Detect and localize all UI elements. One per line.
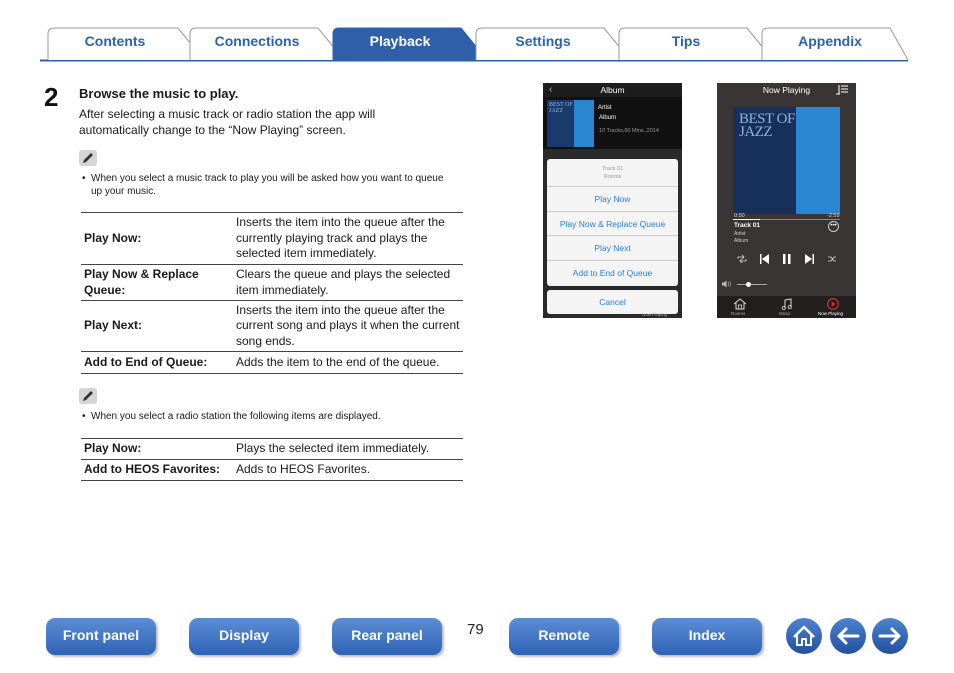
track-artist: Artist <box>734 231 746 237</box>
more-options-icon[interactable]: ••• <box>828 221 839 232</box>
track-album: Album <box>734 238 749 244</box>
album-cover <box>547 100 594 147</box>
option-value: Inserts the item into the queue after the currently playing track and plays the selected item immediately. <box>233 213 463 265</box>
nav-music-label: Music <box>779 311 791 316</box>
option-key: Add to End of Queue: <box>81 352 233 374</box>
step-description: After selecting a music track or radio station the app will automatically change to the “Now Playing” screen. <box>79 107 376 137</box>
option-key: Play Now & Replace Queue: <box>81 265 233 301</box>
artist-name: Artist <box>598 105 612 111</box>
page-number: 79 <box>467 621 484 638</box>
note-text: When you select a music track to play you will be asked how you want to queue up your music. <box>91 173 444 197</box>
volume-knob[interactable] <box>746 282 751 287</box>
phone-header <box>543 83 682 97</box>
now-playing-icon[interactable] <box>827 298 839 310</box>
now-playing-label: Now Playing <box>642 312 668 317</box>
cancel-button[interactable]: Cancel <box>547 290 678 314</box>
option-key: Play Now: <box>81 439 233 460</box>
step-number: 2 <box>44 82 59 112</box>
tab-appendix[interactable]: Appendix <box>798 33 862 49</box>
nav-now-playing-label: Now Playing <box>818 311 844 316</box>
option-value: Clears the queue and plays the selected item immediately. <box>233 265 463 301</box>
arrow-left-icon <box>830 618 866 654</box>
back-icon[interactable]: ‹ <box>549 84 553 95</box>
table-row <box>81 352 463 374</box>
note-text: When you select a radio station the following items are displayed. <box>91 411 381 422</box>
phone-album-screenshot <box>543 83 682 318</box>
note-bullet: • When you select a music track to play you will be asked how you want to queue up your music. <box>82 172 452 198</box>
repeat-icon[interactable] <box>738 255 746 263</box>
home-icon <box>786 618 822 654</box>
playback-controls <box>737 253 837 265</box>
back-button[interactable] <box>830 618 866 654</box>
option-key: Play Next: <box>81 301 233 352</box>
now-playing-cover <box>733 107 840 214</box>
display-button[interactable]: Display <box>189 618 299 655</box>
sheet-header: Track 01 Rooms <box>547 159 678 187</box>
tab-connections[interactable]: Connections <box>214 33 300 49</box>
remote-button[interactable]: Remote <box>509 618 619 655</box>
pencil-icon <box>79 388 97 404</box>
pause-icon[interactable] <box>783 254 791 264</box>
table-row <box>81 439 463 460</box>
home-button[interactable] <box>786 618 822 654</box>
play-next-option[interactable]: Play Next <box>547 236 678 261</box>
volume-icon <box>722 280 732 288</box>
queue-options-table <box>81 212 463 374</box>
remaining-time: -2:59 <box>827 213 840 219</box>
note-bullet: • When you select a radio station the following items are displayed. <box>82 410 452 423</box>
option-value: Adds to HEOS Favorites. <box>233 460 463 481</box>
play-now-replace-option[interactable]: Play Now & Replace Queue <box>547 212 678 237</box>
table-row <box>81 460 463 481</box>
cover-title: BEST OF JAZZ <box>549 102 573 114</box>
arrow-right-icon <box>872 618 908 654</box>
forward-button[interactable] <box>872 618 908 654</box>
option-key: Play Now: <box>81 213 233 265</box>
nav-rooms-label: Rooms <box>731 311 746 316</box>
progress-bar[interactable] <box>733 219 840 220</box>
now-playing-header: Now Playing <box>762 85 811 95</box>
table-row <box>81 213 463 265</box>
queue-icon[interactable] <box>836 85 848 95</box>
next-icon[interactable] <box>805 254 814 264</box>
music-icon[interactable] <box>781 298 793 310</box>
volume-slider[interactable] <box>737 284 767 285</box>
option-value: Plays the selected item immediately. <box>233 439 463 460</box>
step-title: Browse the music to play. <box>79 86 239 101</box>
play-now-option[interactable]: Play Now <box>547 187 678 212</box>
pencil-icon <box>79 150 97 166</box>
rooms-icon[interactable] <box>733 298 747 310</box>
index-button[interactable]: Index <box>652 618 762 655</box>
phone-now-playing-screenshot <box>717 83 856 318</box>
bottom-tab-bar <box>717 296 856 318</box>
album-info <box>543 97 682 149</box>
elapsed-time: 0:50 <box>734 213 745 219</box>
album-header-title: Album <box>600 85 625 95</box>
table-row <box>81 265 463 301</box>
track-title: Track 01 <box>734 222 761 229</box>
front-panel-button[interactable]: Front panel <box>46 618 156 655</box>
table-row <box>81 301 463 352</box>
radio-options-table <box>81 438 463 481</box>
album-name: Album <box>599 115 617 121</box>
rear-panel-button[interactable]: Rear panel <box>332 618 442 655</box>
option-value: Adds the item to the end of the queue. <box>233 352 463 374</box>
tab-contents[interactable]: Contents <box>84 33 146 49</box>
cover-title: BEST OF JAZZ <box>739 111 795 140</box>
option-key: Add to HEOS Favorites: <box>81 460 233 481</box>
tab-settings[interactable]: Settings <box>515 33 571 49</box>
tab-bar <box>0 0 954 64</box>
option-value: Inserts the item into the queue after the current song and plays it when the current song ends. <box>233 301 463 352</box>
add-to-end-option[interactable]: Add to End of Queue <box>572 267 653 278</box>
tab-shapes <box>0 0 954 64</box>
queue-action-sheet <box>547 159 678 286</box>
shuffle-icon[interactable] <box>828 257 836 261</box>
album-details: 10 Tracks,60 Mins.,2014 <box>599 128 659 134</box>
previous-icon[interactable] <box>760 254 769 264</box>
tab-playback[interactable]: Playback <box>369 33 431 49</box>
tab-tips[interactable]: Tips <box>671 33 701 49</box>
